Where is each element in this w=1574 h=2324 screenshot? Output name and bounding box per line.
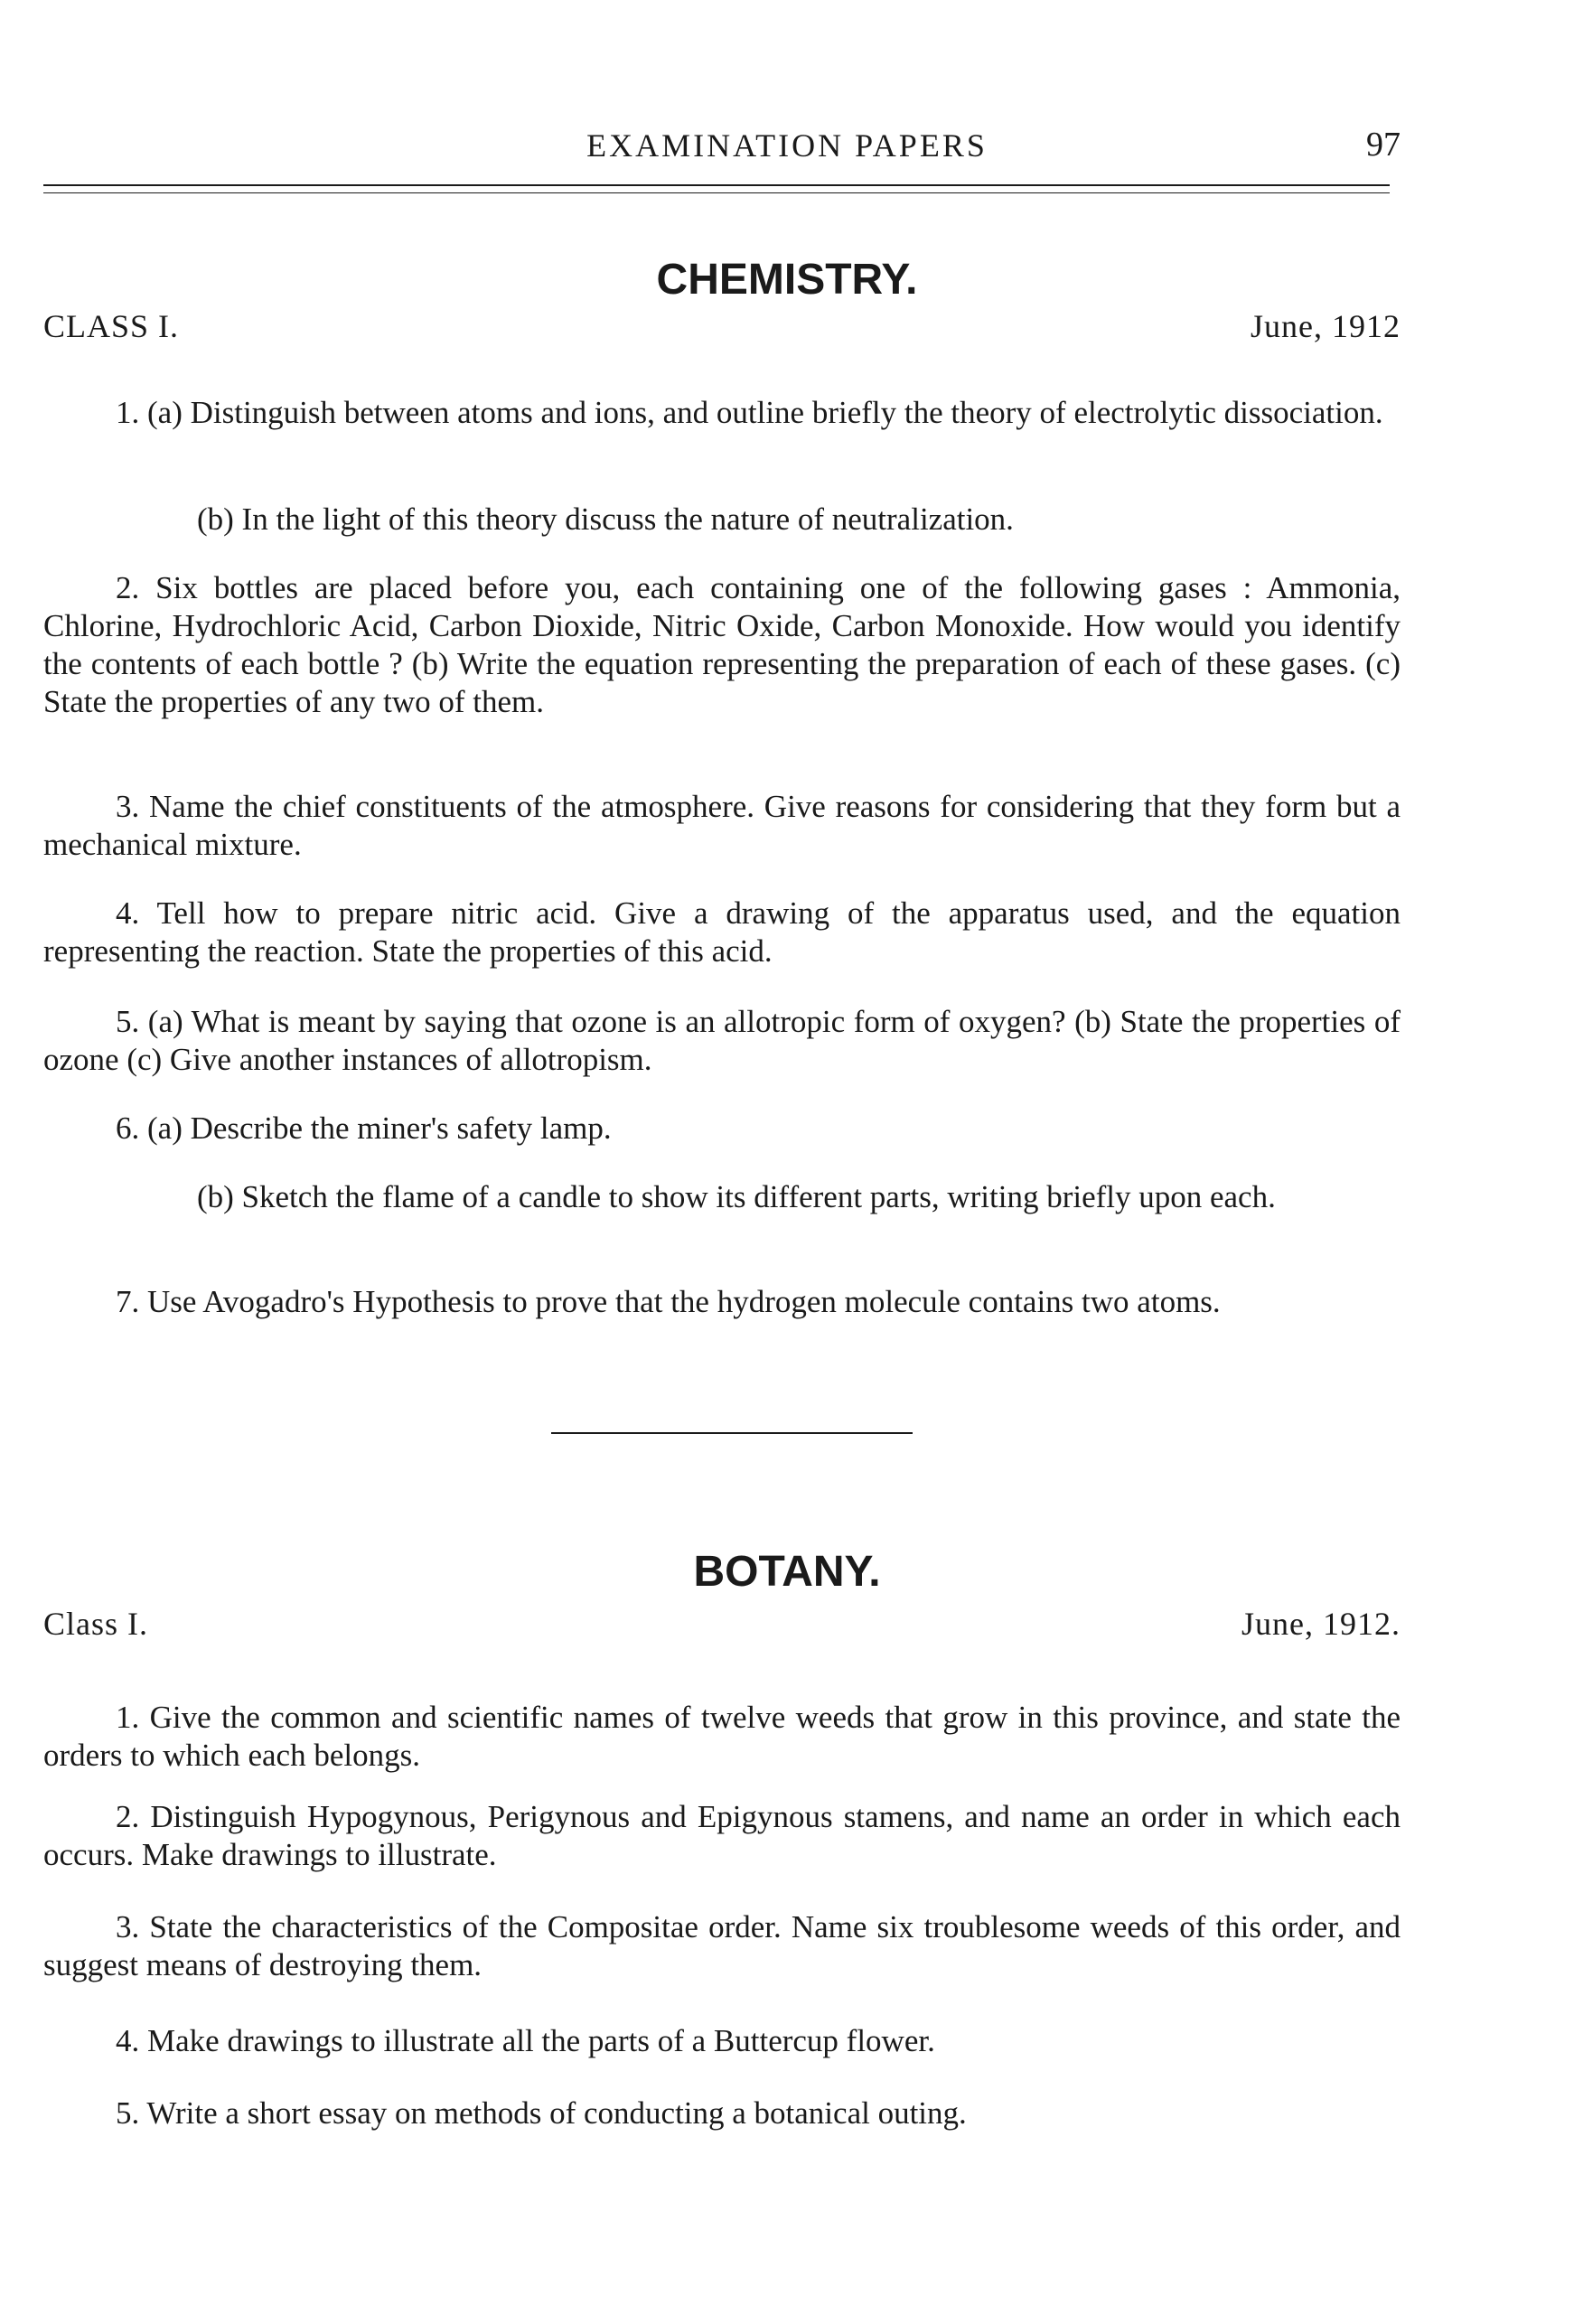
chemistry-question-1a: 1. (a) Distinguish between atoms and ions, and outline briefly the theory of electrolytic dissociation. — [116, 395, 1383, 430]
botany-title: BOTANY. — [693, 1548, 881, 1596]
chemistry-question-2: 2. Six bottles are placed before you, each containing one of the following gases : Ammonia, Chlorine, Hydrochloric Acid, Carbon Dioxide, Nitric Oxide, Carbon Monoxide. How would you identify the contents of each bottle ? (b) Write the equation representing the preparation of each of these gases. (c) State the properties of any two of them. — [43, 570, 1401, 719]
chemistry-question-3: 3. Name the chief constituents of the atmosphere. Give reasons for considering that they form but a mechanical mixture. — [43, 789, 1401, 862]
botany-class-line — [43, 1605, 1401, 1643]
chemistry-class-label: CLASS I. — [43, 308, 180, 344]
section-divider — [551, 1432, 913, 1434]
chemistry-question-4: 4. Tell how to prepare nitric acid. Give a drawing of the apparatus used, and the equation representing the reaction. State the properties of this acid. — [43, 895, 1401, 969]
header-rule — [43, 184, 1390, 186]
chemistry-question-6b: (b) Sketch the flame of a candle to show its different parts, writing briefly upon each. — [197, 1179, 1276, 1214]
chemistry-question-6a: 6. (a) Describe the miner's safety lamp. — [116, 1110, 612, 1146]
chemistry-class-line — [43, 307, 1401, 345]
botany-question-3: 3. State the characteristics of the Compositae order. Name six troublesome weeds of this order, and suggest means of destroying them. — [43, 1909, 1401, 1982]
botany-question-4: 4. Make drawings to illustrate all the parts of a Buttercup flower. — [116, 2023, 935, 2058]
chemistry-question-5: 5. (a) What is meant by saying that ozone is an allotropic form of oxygen? (b) State the properties of ozone (c) Give another instances of allotropism. — [43, 1004, 1401, 1077]
botany-class-label: Class I. — [43, 1606, 148, 1642]
chemistry-date: June, 1912 — [1251, 308, 1401, 344]
botany-question-2: 2. Distinguish Hypogynous, Perigynous and Epigynous stamens, and name an order in which each occurs. Make drawings to illustrate. — [43, 1799, 1401, 1872]
botany-question-1: 1. Give the common and scientific names of twelve weeds that grow in this province, and state the orders to which each belongs. — [43, 1700, 1401, 1773]
botany-date: June, 1912. — [1241, 1606, 1401, 1642]
chemistry-title: CHEMISTRY. — [656, 256, 918, 304]
chemistry-question-1b: (b) In the light of this theory discuss the nature of neutralization. — [197, 501, 1014, 537]
header-rule-thin — [43, 192, 1390, 193]
running-head: EXAMINATION PAPERS — [586, 127, 988, 164]
chemistry-question-7: 7. Use Avogadro's Hypothesis to prove that the hydrogen molecule contains two atoms. — [116, 1284, 1221, 1319]
botany-question-5: 5. Write a short essay on methods of conducting a botanical outing. — [116, 2095, 967, 2131]
page-number: 97 — [1366, 126, 1401, 164]
